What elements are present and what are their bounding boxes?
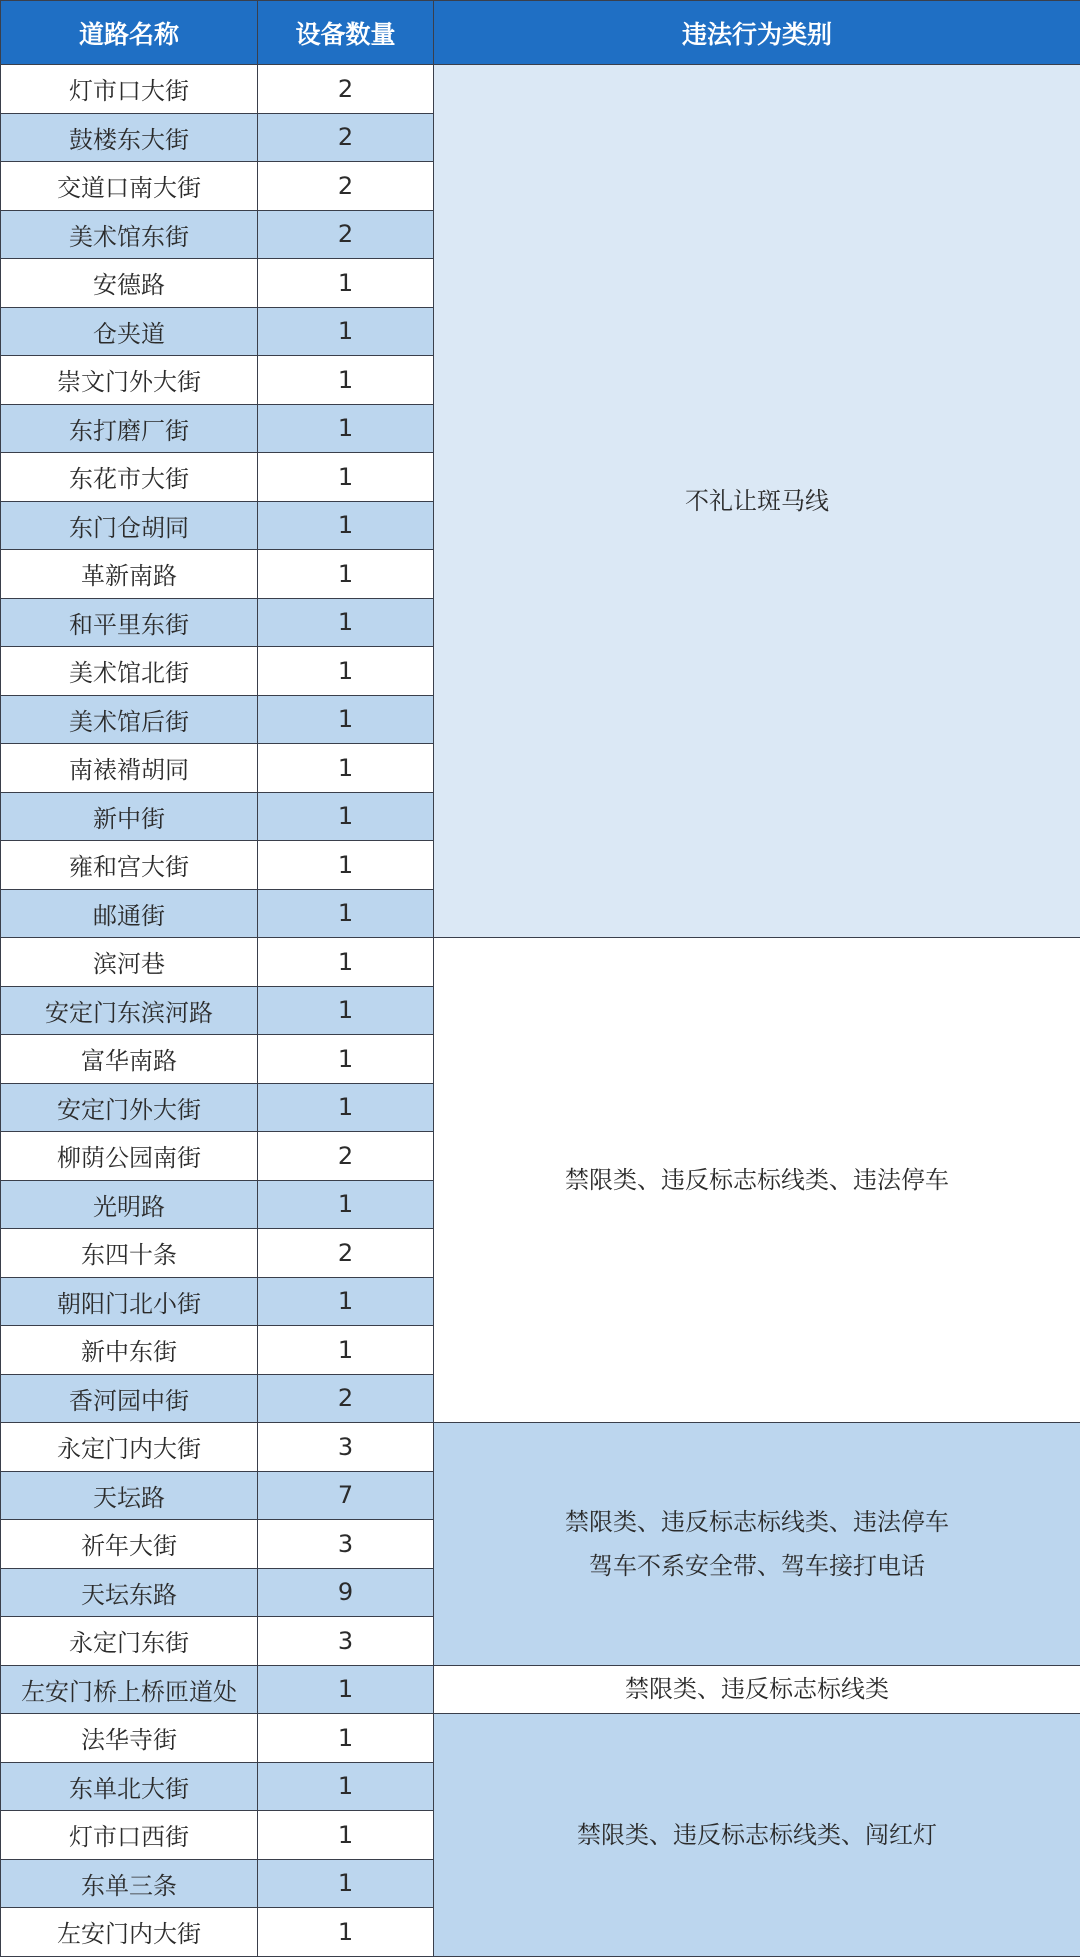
device-count-cell: 1 [258, 598, 434, 647]
violation-type-line: 禁限类、违反标志标线类、违法停车 [565, 1507, 949, 1536]
table-row [1, 65, 1080, 114]
device-count-cell: 1 [258, 1714, 434, 1763]
violation-type-line: 禁限类、违反标志标线类 [625, 1675, 889, 1704]
device-count-cell: 1 [258, 1908, 434, 1957]
violation-type-line: 驾车不系安全带、驾车接打电话 [589, 1551, 925, 1580]
road-name-cell: 东四十条 [1, 1229, 258, 1278]
road-name-cell: 安定门东滨河路 [1, 986, 258, 1035]
road-name-cell: 朝阳门北小街 [1, 1277, 258, 1326]
device-count-cell: 1 [258, 1277, 434, 1326]
road-name-cell: 香河园中街 [1, 1374, 258, 1423]
road-name-cell: 美术馆后街 [1, 695, 258, 744]
road-name-cell: 邮通街 [1, 889, 258, 938]
device-count-cell: 3 [258, 1617, 434, 1666]
device-count-cell: 7 [258, 1471, 434, 1520]
road-name-cell: 法华寺街 [1, 1714, 258, 1763]
road-name-cell: 天坛东路 [1, 1568, 258, 1617]
device-count-cell: 1 [258, 1665, 434, 1714]
header-device-count: 设备数量 [258, 1, 434, 65]
violation-type-cell [434, 1714, 1080, 1957]
road-name-cell: 交道口南大街 [1, 162, 258, 211]
device-count-cell: 1 [258, 404, 434, 453]
road-name-cell: 革新南路 [1, 550, 258, 599]
device-count-cell: 2 [258, 65, 434, 114]
device-count-cell: 2 [258, 113, 434, 162]
header-violation-type: 违法行为类别 [434, 1, 1080, 65]
road-name-cell: 仓夹道 [1, 307, 258, 356]
road-name-cell: 东打磨厂街 [1, 404, 258, 453]
device-count-cell: 1 [258, 744, 434, 793]
violation-type-cell [434, 65, 1080, 938]
table-row [1, 1714, 1080, 1763]
device-count-cell: 1 [258, 307, 434, 356]
road-name-cell: 左安门桥上桥匝道处 [1, 1665, 258, 1714]
road-name-cell: 雍和宫大街 [1, 841, 258, 890]
table-row [1, 1423, 1080, 1472]
road-name-cell: 东门仓胡同 [1, 501, 258, 550]
road-name-cell: 左安门内大街 [1, 1908, 258, 1957]
road-name-cell: 富华南路 [1, 1035, 258, 1084]
device-count-cell: 3 [258, 1520, 434, 1569]
violation-type-line: 禁限类、违反标志标线类、闯红灯 [577, 1820, 937, 1849]
road-name-cell: 祈年大街 [1, 1520, 258, 1569]
device-count-cell: 1 [258, 1035, 434, 1084]
road-name-cell: 新中东街 [1, 1326, 258, 1375]
device-count-cell: 2 [258, 210, 434, 259]
road-name-cell: 柳荫公园南街 [1, 1132, 258, 1181]
device-count-cell: 2 [258, 1229, 434, 1278]
road-name-cell: 新中街 [1, 792, 258, 841]
road-name-cell: 美术馆东街 [1, 210, 258, 259]
device-count-cell: 1 [258, 1811, 434, 1860]
road-name-cell: 永定门内大街 [1, 1423, 258, 1472]
device-count-cell: 1 [258, 453, 434, 502]
road-name-cell: 东单三条 [1, 1859, 258, 1908]
device-count-cell: 1 [258, 938, 434, 987]
device-count-cell: 2 [258, 1374, 434, 1423]
road-name-cell: 东单北大街 [1, 1762, 258, 1811]
device-count-cell: 1 [258, 841, 434, 890]
road-name-cell: 光明路 [1, 1180, 258, 1229]
device-count-cell: 1 [258, 501, 434, 550]
device-count-cell: 1 [258, 889, 434, 938]
violation-type-line: 禁限类、违反标志标线类、违法停车 [565, 1166, 949, 1194]
road-name-cell: 灯市口西街 [1, 1811, 258, 1860]
road-name-cell: 崇文门外大街 [1, 356, 258, 405]
road-name-cell: 安定门外大街 [1, 1083, 258, 1132]
header-road-name: 道路名称 [1, 1, 258, 65]
device-count-cell: 1 [258, 695, 434, 744]
device-count-cell: 1 [258, 1326, 434, 1375]
device-count-cell: 1 [258, 986, 434, 1035]
road-name-cell: 永定门东街 [1, 1617, 258, 1666]
device-count-cell: 1 [258, 1180, 434, 1229]
device-count-cell: 1 [258, 356, 434, 405]
device-count-cell: 1 [258, 647, 434, 696]
violation-type-cell [434, 1665, 1080, 1714]
device-count-cell: 9 [258, 1568, 434, 1617]
violation-type-line: 不礼让斑马线 [685, 487, 829, 515]
road-name-cell: 东花市大街 [1, 453, 258, 502]
road-name-cell: 灯市口大街 [1, 65, 258, 114]
road-name-cell: 和平里东街 [1, 598, 258, 647]
device-count-cell: 2 [258, 162, 434, 211]
table-row [1, 938, 1080, 987]
device-count-cell: 1 [258, 1859, 434, 1908]
road-name-cell: 南裱褙胡同 [1, 744, 258, 793]
device-count-cell: 1 [258, 259, 434, 308]
device-count-cell: 3 [258, 1423, 434, 1472]
road-name-cell: 天坛路 [1, 1471, 258, 1520]
table-body [1, 65, 1080, 1957]
device-count-cell: 1 [258, 1083, 434, 1132]
violation-type-cell [434, 1423, 1080, 1666]
violation-type-cell [434, 938, 1080, 1423]
table-row [1, 1665, 1080, 1714]
road-name-cell: 滨河巷 [1, 938, 258, 987]
device-count-cell: 1 [258, 792, 434, 841]
road-name-cell: 安德路 [1, 259, 258, 308]
road-name-cell: 美术馆北街 [1, 647, 258, 696]
device-count-cell: 1 [258, 550, 434, 599]
device-count-cell: 2 [258, 1132, 434, 1181]
road-name-cell: 鼓楼东大街 [1, 113, 258, 162]
table-header-row [1, 1, 1080, 65]
device-count-cell: 1 [258, 1762, 434, 1811]
